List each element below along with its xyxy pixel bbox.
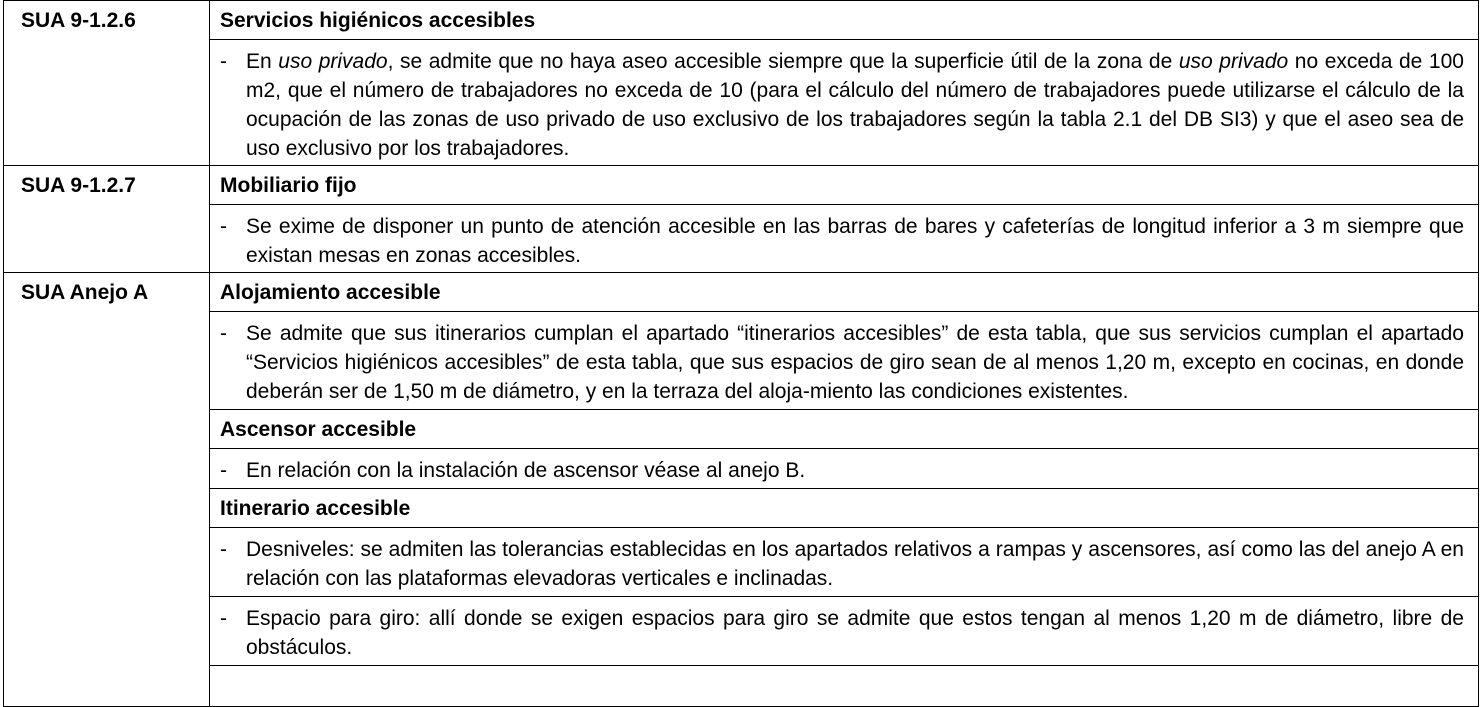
bullet-dash: -: [220, 50, 227, 73]
bullet-dash: -: [220, 215, 227, 238]
table-row: [4, 1, 1479, 166]
item-text: En uso privado, se admite que no haya aseo accesible siempre que la superficie útil de la zona de uso privado no exceda de 100 m2, que el número de trabajadores no exceda de 10 (para el cálculo del número de trabajadores puede utilizarse el cálculo de la ocupación de las zonas de uso privado de uso exclusivo de los trabajadores según la tabla 2.1 del DB SI3) y que el aseo sea de uso exclusivo por los trabajadores.: [246, 50, 1464, 160]
list-item: [210, 312, 1478, 409]
item-text: En relación con la instalación de ascensor véase al anejo B.: [246, 459, 806, 482]
table-row: [4, 273, 1479, 707]
section-heading: Itinerario accesible: [220, 497, 411, 520]
section-heading: Mobiliario fijo: [220, 174, 357, 197]
row-content: [210, 1, 1479, 166]
section-heading: Ascensor accesible: [220, 418, 417, 441]
item-text: Desniveles: se admiten las tolerancias establecidas en los apartados relativos a rampas y ascensores, así como las del anejo A en relación con las plataformas elevadoras verticales e inclinadas.: [246, 538, 1464, 590]
bullet-dash: -: [220, 459, 227, 482]
list-item: [210, 528, 1478, 596]
regulation-table: [3, 0, 1479, 707]
item-text: Se exime de disponer un punto de atención accesible en las barras de bares y cafeterías de longitud inferior a 3 m siempre que existan mesas en zonas accesibles.: [246, 215, 1464, 267]
row-content: [210, 166, 1479, 273]
list-item: [210, 205, 1478, 272]
bullet-dash: -: [220, 607, 227, 630]
table-row: [4, 166, 1479, 273]
section-heading: Servicios higiénicos accesibles: [220, 9, 536, 32]
bullet-dash: -: [220, 538, 227, 561]
row-code: SUA 9-1.2.7: [4, 166, 210, 273]
section-heading: Alojamiento accesible: [220, 281, 441, 304]
row-content: [210, 273, 1479, 707]
list-item: [210, 597, 1478, 665]
list-item: [210, 449, 1478, 488]
row-code: SUA 9-1.2.6: [4, 1, 210, 166]
item-text: Espacio para giro: allí donde se exigen espacios para giro se admite que estos tengan al menos 1,20 m de diámetro, libre de obstáculos.: [246, 607, 1464, 659]
list-item: [210, 40, 1478, 165]
regulation-table-page: [3, 0, 1479, 704]
item-text: Se admite que sus itinerarios cumplan el apartado “itinerarios accesibles” de esta tabla, que sus servicios cumplan el apartado “Servicios higiénicos accesibles” de esta tabla, que sus espacios de giro sean de al menos 1,20 m, excepto en cocinas, en donde deberán ser de 1,50 m de diámetro, y en la terraza del aloja-miento las condiciones existentes.: [246, 322, 1464, 403]
row-code: SUA Anejo A: [4, 273, 210, 707]
bullet-dash: -: [220, 322, 227, 345]
